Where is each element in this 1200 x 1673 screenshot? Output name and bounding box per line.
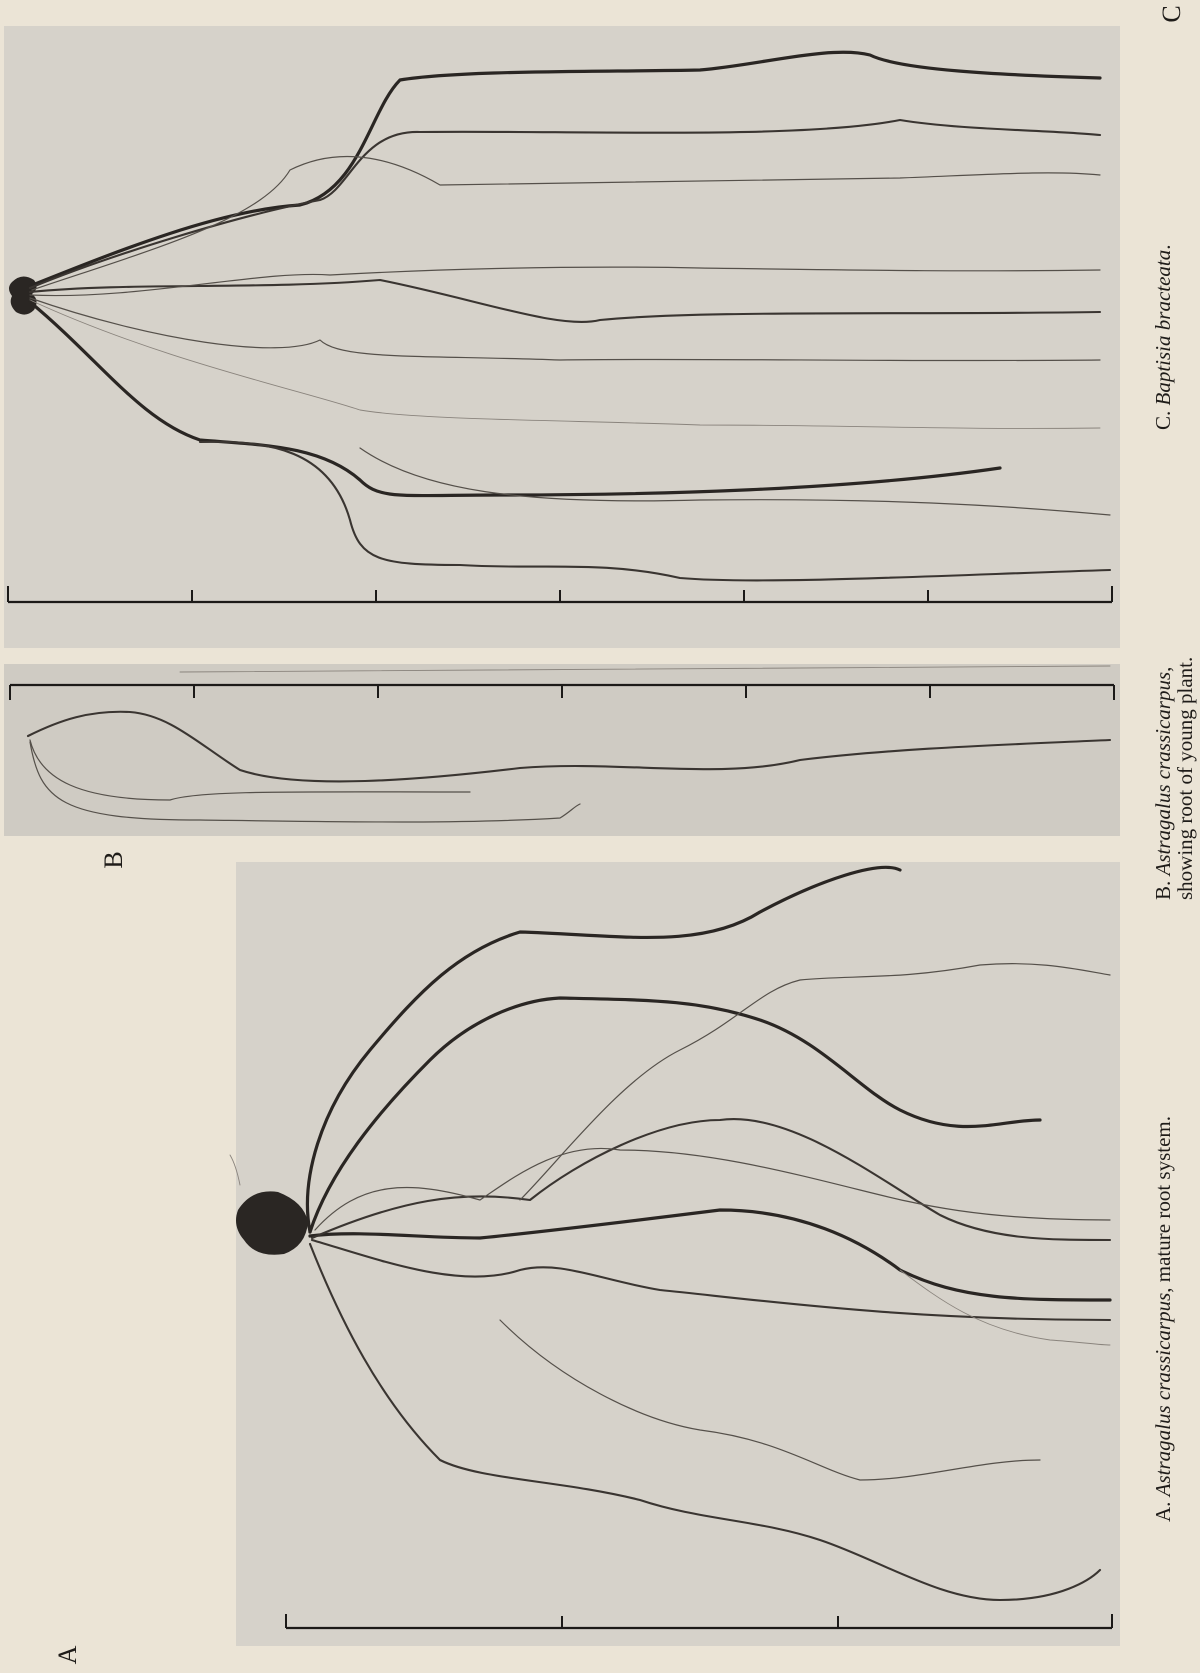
- caption-c-rest: .: [1151, 244, 1175, 250]
- panel-letter-a: A: [53, 1645, 82, 1665]
- caption-c-prefix: C.: [1151, 405, 1175, 430]
- caption-b-prefix: B.: [1151, 875, 1175, 900]
- caption-a-species: Astragalus crassicarpus: [1151, 1292, 1175, 1497]
- caption-a-prefix: A.: [1151, 1496, 1175, 1522]
- panel-letter-c: C: [1157, 5, 1186, 23]
- caption-b-line2: showing root of young plant.: [1173, 656, 1197, 900]
- caption-c-species: Baptisia bracteata: [1151, 249, 1175, 406]
- caption-a: [1151, 1116, 1175, 1522]
- caption-b-species: Astragalus crassicarpus: [1151, 671, 1175, 876]
- caption-c: [1151, 244, 1175, 430]
- caption-a-rest: , mature root system.: [1151, 1116, 1175, 1293]
- panel-c: [4, 5, 1186, 648]
- panel-a-photo: [236, 862, 1120, 1646]
- panel-a: [53, 862, 1120, 1664]
- caption-b: [1151, 667, 1175, 900]
- panel-letter-b: B: [99, 851, 128, 869]
- panel-b: [4, 664, 1120, 869]
- caption-b-rest: ,: [1151, 666, 1175, 672]
